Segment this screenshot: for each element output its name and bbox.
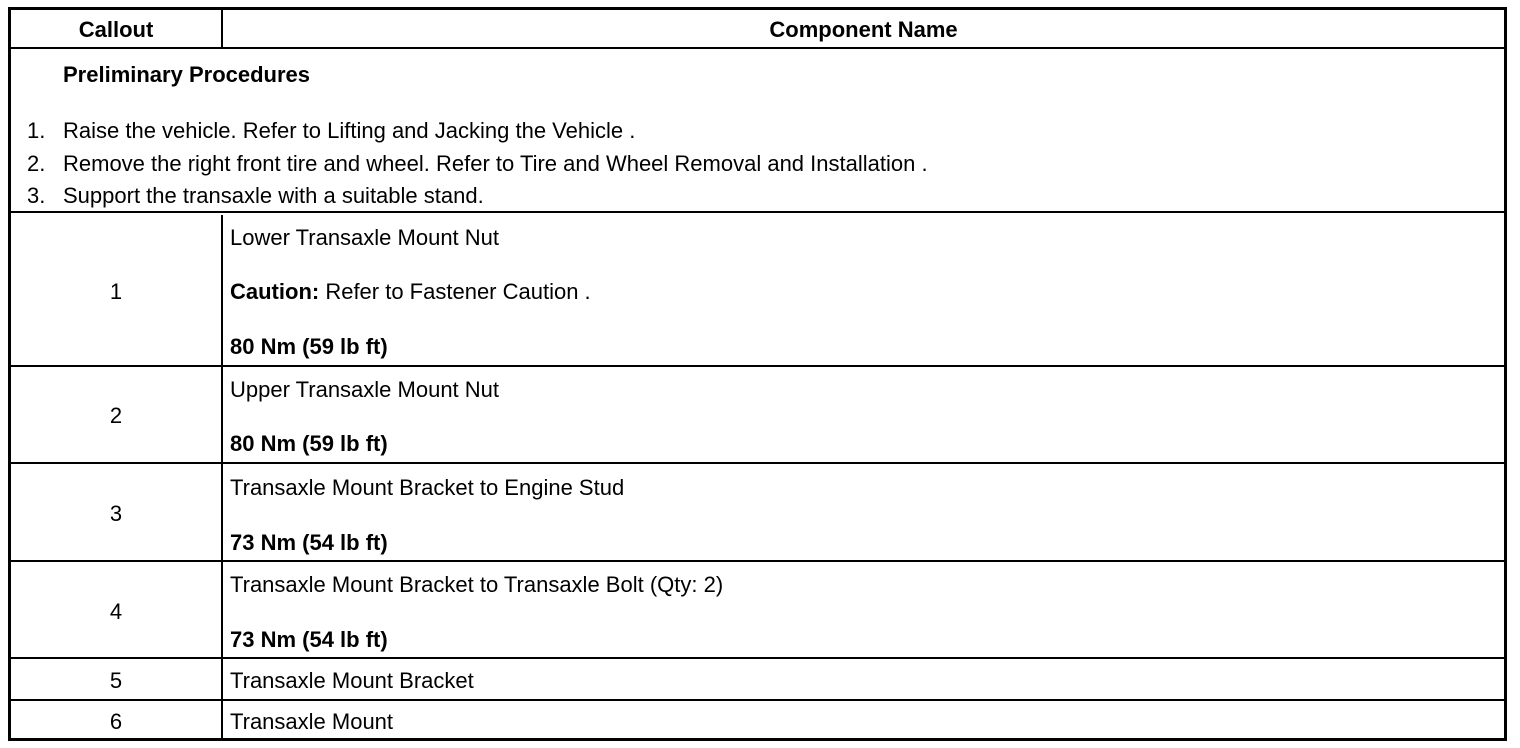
column-divider: [221, 464, 223, 560]
procedure-step: [11, 148, 928, 181]
column-divider: [221, 701, 223, 738]
callout-number: 1: [109, 279, 123, 304]
callout-number: 5: [109, 668, 123, 693]
preliminary-procedures-row: [11, 51, 1504, 213]
caution-label: Caution:: [230, 279, 320, 304]
step-number: 2.: [27, 150, 46, 176]
table-row: [11, 464, 1504, 562]
table-row: [11, 659, 1504, 701]
component-name-header: Component Name: [769, 17, 958, 42]
callout-number: 6: [109, 709, 123, 734]
step-number: 3.: [27, 183, 46, 208]
column-divider: [221, 367, 223, 462]
step-text: Raise the vehicle. Refer to Lifting and Jacking the Vehicle .: [63, 118, 636, 143]
torque-spec: 80 Nm (59 lb ft): [230, 431, 388, 456]
component-name: Transaxle Mount: [230, 709, 394, 734]
table-row: [11, 701, 1504, 738]
component-name: Transaxle Mount Bracket to Transaxle Bolt (Qty: 2): [230, 572, 724, 597]
callout-number: 3: [109, 501, 123, 526]
preliminary-procedures-title: Preliminary Procedures: [63, 62, 311, 87]
components-table: [8, 7, 1507, 741]
callout-header: Callout: [78, 17, 154, 42]
procedure-step: [11, 180, 928, 213]
component-name: Transaxle Mount Bracket: [230, 668, 474, 693]
table-row: [11, 215, 1504, 367]
procedure-step: [11, 115, 928, 148]
step-text: Remove the right front tire and wheel. Refer to Tire and Wheel Removal and Installation .: [63, 150, 928, 176]
column-divider: [221, 215, 223, 365]
torque-spec: 73 Nm (54 lb ft): [230, 627, 388, 652]
component-name: Upper Transaxle Mount Nut: [230, 377, 500, 402]
table-header-row: [11, 10, 1504, 49]
table-row: [11, 367, 1504, 464]
caution-text: Refer to Fastener Caution .: [319, 279, 591, 304]
component-name: Transaxle Mount Bracket to Engine Stud: [230, 475, 625, 500]
procedure-steps-list: [11, 115, 928, 213]
caution-note: [230, 279, 591, 305]
callout-number: 4: [109, 599, 123, 624]
column-divider: [221, 659, 223, 699]
step-text: Support the transaxle with a suitable stand.: [63, 183, 484, 208]
component-name: Lower Transaxle Mount Nut: [230, 225, 500, 250]
step-number: 1.: [27, 118, 46, 143]
torque-spec: 73 Nm (54 lb ft): [230, 530, 388, 555]
torque-spec: 80 Nm (59 lb ft): [230, 334, 388, 359]
callout-number: 2: [109, 403, 123, 428]
table-row: [11, 562, 1504, 659]
column-divider: [221, 562, 223, 657]
